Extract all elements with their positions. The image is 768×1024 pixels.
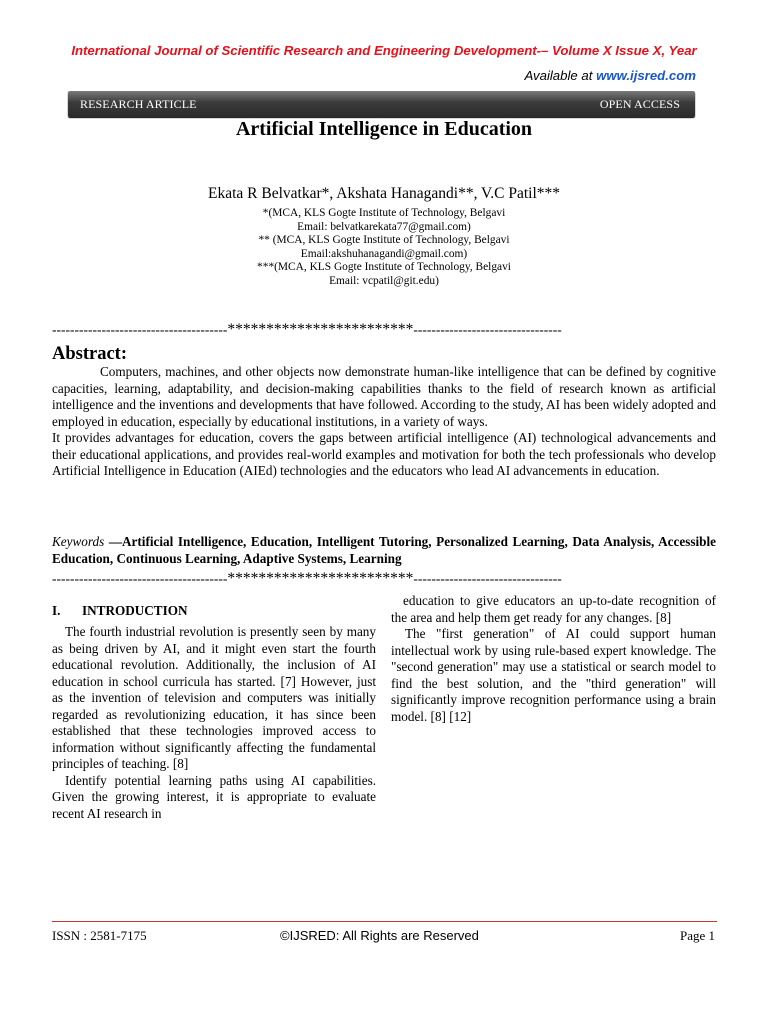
intro-paragraph-4: The "first generation" of AI could support human intellectual work by using rule-based expert knowledge. The "second generation" may use a statistical or search model to find the best solution, and the "third generation" will significantly improve recognition performance using a brain model. [8] [12] [391,626,716,724]
left-column [52,624,376,822]
footer-page-number: Page 1 [679,928,715,943]
article-type-banner [68,91,695,117]
affiliation-2: ** (MCA, KLS Gogte Institute of Technology, Belgavi [258,234,510,246]
divider-stars: ************************ [227,322,414,338]
keywords-list: —Artificial Intelligence, Education, Intelligent Tutoring, Personalized Learning, Data Analysis, Accessible Education, Continuous Learning, Adaptive Systems, Learning [52,534,716,566]
journal-url-link[interactable]: www.ijsred.com [596,68,696,83]
section-title: INTRODUCTION [82,603,188,618]
abstract-heading: Abstract: [52,344,128,364]
footer-issn: ISSN : 2581-7175 [52,928,147,943]
section-divider-bottom [52,571,717,587]
affiliation-3: ***(MCA, KLS Gogte Institute of Technology, Belgavi [257,261,511,273]
affiliation-1: *(MCA, KLS Gogte Institute of Technology, Belgavi [262,207,506,219]
divider-dashes-right: --------------------------------- [413,571,562,586]
available-at-label: Available at [524,68,593,83]
intro-paragraph-2: Identify potential learning paths using AI capabilities. Given the growing interest, it is appropriate to evaluate recent AI research in [52,772,376,821]
divider-dashes-right: --------------------------------- [413,322,562,337]
divider-dashes-left: --------------------------------------- [52,322,228,337]
email-3: Email: vcpatil@git.edu) [329,275,439,287]
abstract-paragraph-1: Computers, machines, and other objects now demonstrate human-like intelligence that can be defined by cognitive capacities, learning, adaptability, and decision-making capabilities thanks to the field of research known as artificial intelligence and the inventions and developments that have followed. According to the study, AI has been widely adopted and employed in education, especially by educational institutions, in a variety of ways. [52,364,716,429]
email-2: Email:akshuhanagandi@gmail.com) [300,248,468,260]
email-1: Email: belvatkarekata77@gmail.com) [297,221,471,233]
intro-paragraph-3: education to give educators an up-to-date recognition of the area and help them get ready for any changes. [8] [391,593,716,625]
section-number: I. [52,603,61,618]
abstract-body [52,364,716,480]
journal-header: International Journal of Scientific Research and Engineering Development-– Volume X Issue X, Year [71,43,697,58]
footer-rule [52,921,717,922]
divider-dashes-left: --------------------------------------- [52,571,228,586]
author-list: Ekata R Belvatkar*, Akshata Hanagandi**, V.C Patil*** [208,185,560,202]
section-divider-top [52,322,717,338]
keywords [52,533,716,567]
open-access-label: OPEN ACCESS [599,97,680,111]
right-column [391,593,716,725]
footer-copyright: ©IJSRED: All Rights are Reserved [280,928,479,943]
research-article-label: RESEARCH ARTICLE [80,97,197,111]
divider-stars: ************************ [227,571,414,587]
intro-paragraph-1: The fourth industrial revolution is presently seen by many as being driven by AI, and it might even start the fourth educational revolution. Additionally, the inclusion of AI education in school curricula has started. [7] However, just as the invention of television and computers was initially regarded as revolutionizing education, it has since been established that these technologies improved access to information without significantly affecting the fundamental principles of teaching. [8] [52,624,376,771]
paper-title: Artificial Intelligence in Education [235,118,533,140]
section-heading-introduction [52,603,188,619]
keywords-label: Keywords [52,534,105,549]
availability-line [524,68,696,83]
abstract-paragraph-2: It provides advantages for education, covers the gaps between artificial intelligence (AI) technological advancements and their educational applications, and provides real-world examples and motivation for both the tech professionals who develop Artificial Intelligence in Education (AIEd) technologies and the educators who lead AI advancements in education. [52,430,716,478]
